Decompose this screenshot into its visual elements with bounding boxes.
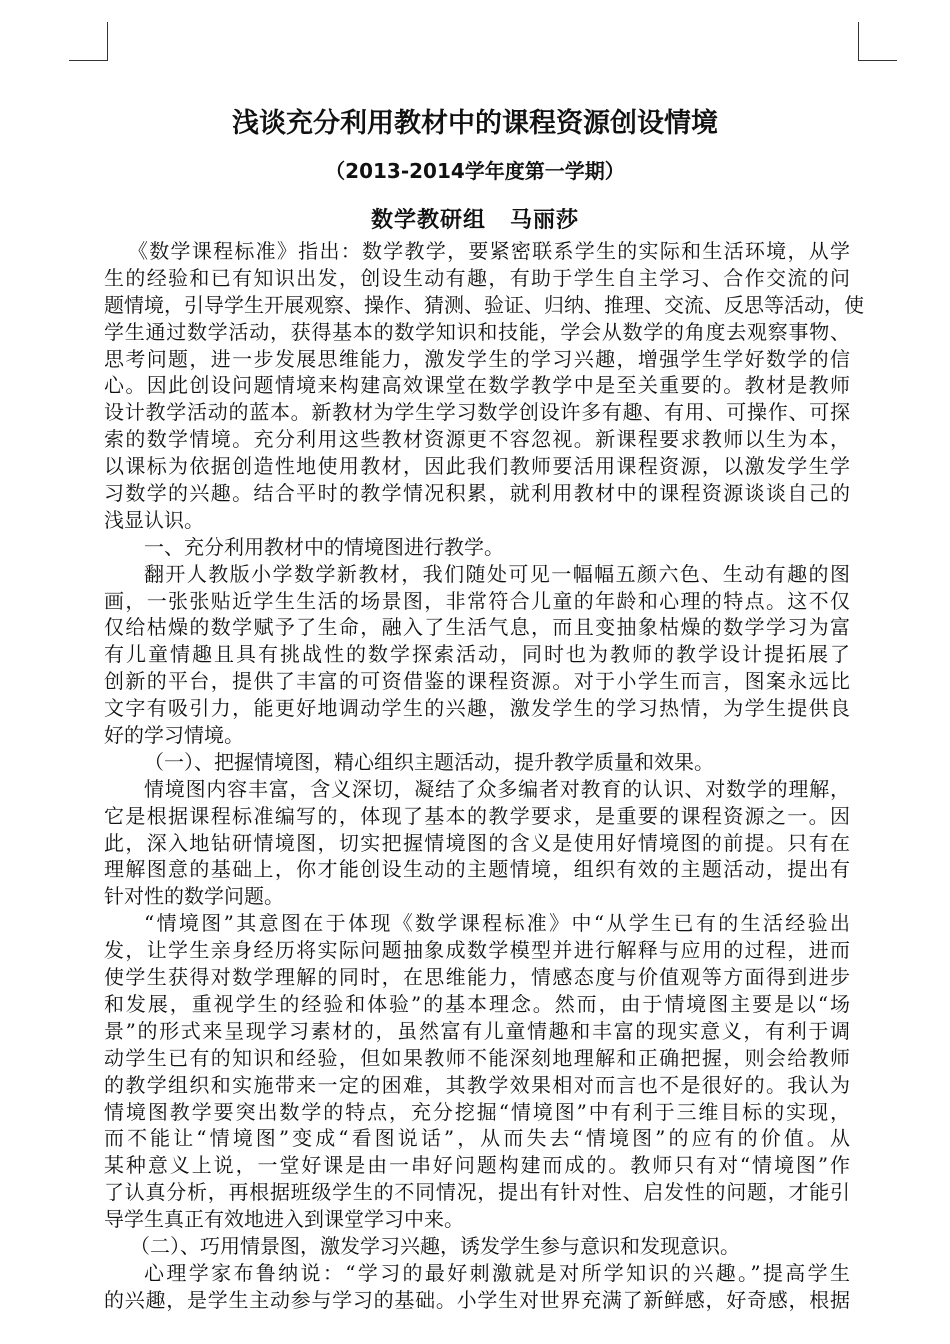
text-line: 了认真分析，再根据班级学生的不同情况，提出有针对性、启发性的问题，才能引 (104, 1180, 850, 1205)
crop-mark-top-left (69, 22, 108, 61)
text-line: 情境图教学要突出数学的特点，充分挖掘“情境图”中有利于三维目标的实现， (104, 1099, 850, 1124)
text-line: 针对性的数学问题。 (104, 884, 284, 909)
text-line: 导学生真正有效地进入到课堂学习中来。 (104, 1207, 464, 1232)
text-line: （一）、把握情境图，精心组织主题活动，提升教学质量和效果。 (144, 749, 714, 774)
text-line: 生的经验和已有知识出发，创设生动有趣，有助于学生自主学习、合作交流的问 (104, 265, 850, 290)
text-line: 《数学课程标准》指出：数学教学，要紧密联系学生的实际和生活环境，从学 (128, 239, 850, 263)
text-line: 使学生获得对数学理解的同时，在思维能力，情感态度与价值观等方面得到进步 (104, 965, 850, 990)
author-name: 马丽莎 (510, 208, 580, 233)
text-line: 景”的形式来呈现学习素材的，虽然富有儿童情趣和丰富的现实意义，有利于调 (104, 1018, 850, 1043)
document-title: 浅谈充分利用教材中的课程资源创设情境 (232, 108, 718, 139)
text-line: 某种意义上说，一堂好课是由一串好问题构建而成的。教师只有对“情境图”作 (104, 1153, 850, 1178)
text-line: 仅给枯燥的数学赋予了生命，融入了生活气息，而且变抽象枯燥的数学学习为富 (104, 615, 850, 640)
text-line: （二）、巧用情景图，激发学习兴趣，诱发学生参与意识和发现意识。 (130, 1233, 740, 1258)
text-line: 情境图内容丰富，含义深切，凝结了众多编者对教育的认识、对数学的理解， (144, 776, 850, 801)
author-group: 数学教研组 (370, 208, 486, 233)
document-author (0, 203, 950, 239)
text-line: 动学生已有的知识和经验，但如果教师不能深刻地理解和正确把握，则会给教师 (104, 1045, 850, 1070)
text-line: 而不能让“情境图”变成“看图说话”，从而失去“情境图”的应有的价值。从 (104, 1126, 850, 1151)
text-line: 画，一张张贴近学生生活的场景图，非常符合儿童的年龄和心理的特点。这不仅 (104, 588, 850, 613)
text-line: 心理学家布鲁纳说：“学习的最好刺激就是对所学知识的兴趣。”提高学生 (144, 1260, 850, 1285)
text-line: 一、充分利用教材中的情境图进行教学。 (144, 534, 504, 559)
text-line: 以课标为依据创造性地使用教材，因此我们教师要活用课程资源，以激发学生学 (104, 454, 850, 479)
text-line: 题情境，引导学生开展观察、操作、猜测、验证、归纳、推理、交流、反思等活动，使 (104, 292, 864, 317)
text-line: 的教学组织和实施带来一定的困难，其教学效果相对而言也不是很好的。我认为 (104, 1072, 850, 1097)
text-line: 发，让学生亲身经历将实际问题抽象成数学模型并进行解释与应用的过程，进而 (104, 938, 850, 963)
document-body (104, 238, 864, 1314)
text-line: 翻开人教版小学数学新教材，我们随处可见一幅幅五颜六色、生动有趣的图 (144, 561, 850, 586)
text-line: 设计教学活动的蓝本。新教材为学生学习数学创设许多有趣、有用、可操作、可探 (104, 400, 850, 425)
document-subtitle: （2013-2014学年度第一学期） (325, 159, 625, 183)
text-line: 此，深入地钻研情境图，切实把握情境图的含义是使用好情境图的前提。只有在 (104, 830, 850, 855)
text-line: 创新的平台，提供了丰富的可资借鉴的课程资源。对于小学生而言，图案永远比 (104, 669, 850, 694)
text-line: 文字有吸引力，能更好地调动学生的兴趣，激发学生的学习热情，为学生提供良 (104, 696, 850, 721)
text-line: 心。因此创设问题情境来构建高效课堂在数学教学中是至关重要的。教材是教师 (104, 373, 850, 398)
text-line: “情境图”其意图在于体现《数学课程标准》中“从学生已有的生活经验出 (144, 911, 850, 936)
text-line: 习数学的兴趣。结合平时的教学情况积累，就利用教材中的课程资源谈谈自己的 (104, 481, 850, 506)
text-line: 索的数学情境。充分利用这些教材资源更不容忽视。新课程要求教师以生为本， (104, 427, 850, 452)
text-line: 浅显认识。 (104, 507, 204, 532)
text-line: 的兴趣，是学生主动参与学习的基础。小学生对世界充满了新鲜感，好奇感，根据 (104, 1287, 850, 1312)
text-line: 和发展，重视学生的经验和体验”的基本理念。然而，由于情境图主要是以“场 (104, 991, 850, 1016)
text-line: 有儿童情趣且具有挑战性的数学探索活动，同时也为教师的教学设计提拓展了 (104, 642, 850, 667)
text-line: 思考问题，进一步发展思维能力，激发学生的学习兴趣，增强学生学好数学的信 (104, 346, 850, 371)
text-line: 好的学习情境。 (104, 723, 244, 748)
text-line: 学生通过数学活动，获得基本的数学知识和技能，学会从数学的角度去观察事物、 (104, 319, 850, 344)
text-line: 它是根据课程标准编写的，体现了基本的教学要求，是重要的课程资源之一。因 (104, 803, 850, 828)
crop-mark-top-right (858, 22, 897, 61)
text-line: 理解图意的基础上，你才能创设生动的主题情境，组织有效的主题活动，提出有 (104, 857, 850, 882)
